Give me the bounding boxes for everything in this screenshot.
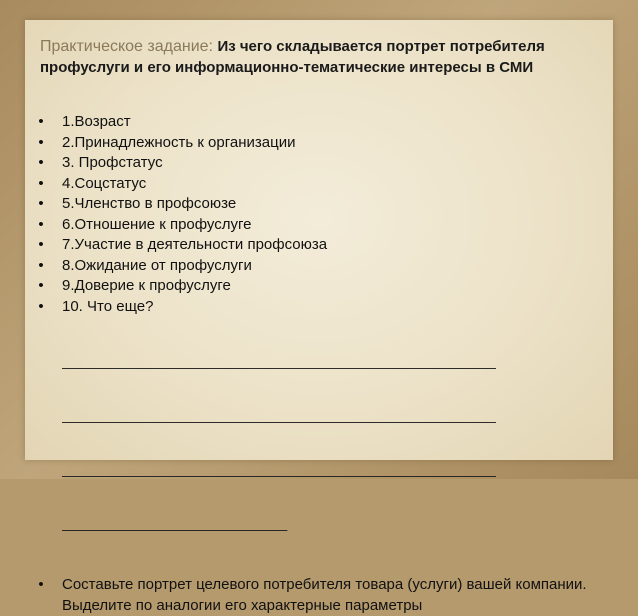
bullet-icon: • — [38, 174, 44, 192]
answer-line: ____________________________________________________ — [62, 461, 496, 478]
bullet-icon: • — [38, 195, 44, 212]
answer-lines — [62, 317, 604, 569]
list-item: • 6.Отношение к профуслуге — [34, 215, 604, 236]
list-item: • 10. Что еще? ____________________________________________________ ____________________________________________________ ____________________________________________________ ___________________________ — [34, 297, 604, 570]
bullet-icon: • — [38, 576, 44, 593]
list-item: • 7.Участие в деятельности профсоюза — [34, 235, 604, 256]
bullet-icon: • — [38, 236, 44, 253]
list-item: • 8.Ожидание от профуслуги — [34, 256, 604, 277]
title-lead: Практическое задание: — [40, 38, 213, 55]
bullet-icon: • — [38, 113, 44, 130]
task-item — [34, 575, 604, 616]
bullet-icon: • — [38, 133, 44, 151]
bullet-icon: • — [38, 256, 44, 274]
bullet-list — [34, 112, 604, 616]
bullet-icon: • — [38, 297, 44, 315]
list-item: • 2.Принадлежность к организации — [34, 133, 604, 154]
list-item: • 3. Профстатус — [34, 153, 604, 174]
title-text: Из чего складывается портрет потребителя профуслуги и его информационно-тематические интересы в СМИ — [40, 38, 545, 76]
bullet-icon: • — [38, 277, 44, 294]
answer-line: ____________________________________________________ — [62, 353, 496, 370]
answer-line: ___________________________ — [62, 515, 288, 532]
slide-title — [40, 36, 600, 78]
task-text: Составьте портрет целевого потребителя товара (услуги) вашей компании. Выделите по аналогии его характерные параметры — [62, 576, 587, 614]
list-item: • 9.Доверие к профуслуге — [34, 276, 604, 297]
answer-line: ____________________________________________________ — [62, 407, 496, 424]
list-item: • 4.Соцстатус — [34, 174, 604, 195]
list-item: • 1.Возраст — [34, 112, 604, 133]
bullet-icon: • — [38, 154, 44, 171]
list-item: • 5.Членство в профсоюзе — [34, 194, 604, 215]
bullet-icon: • — [38, 215, 44, 233]
